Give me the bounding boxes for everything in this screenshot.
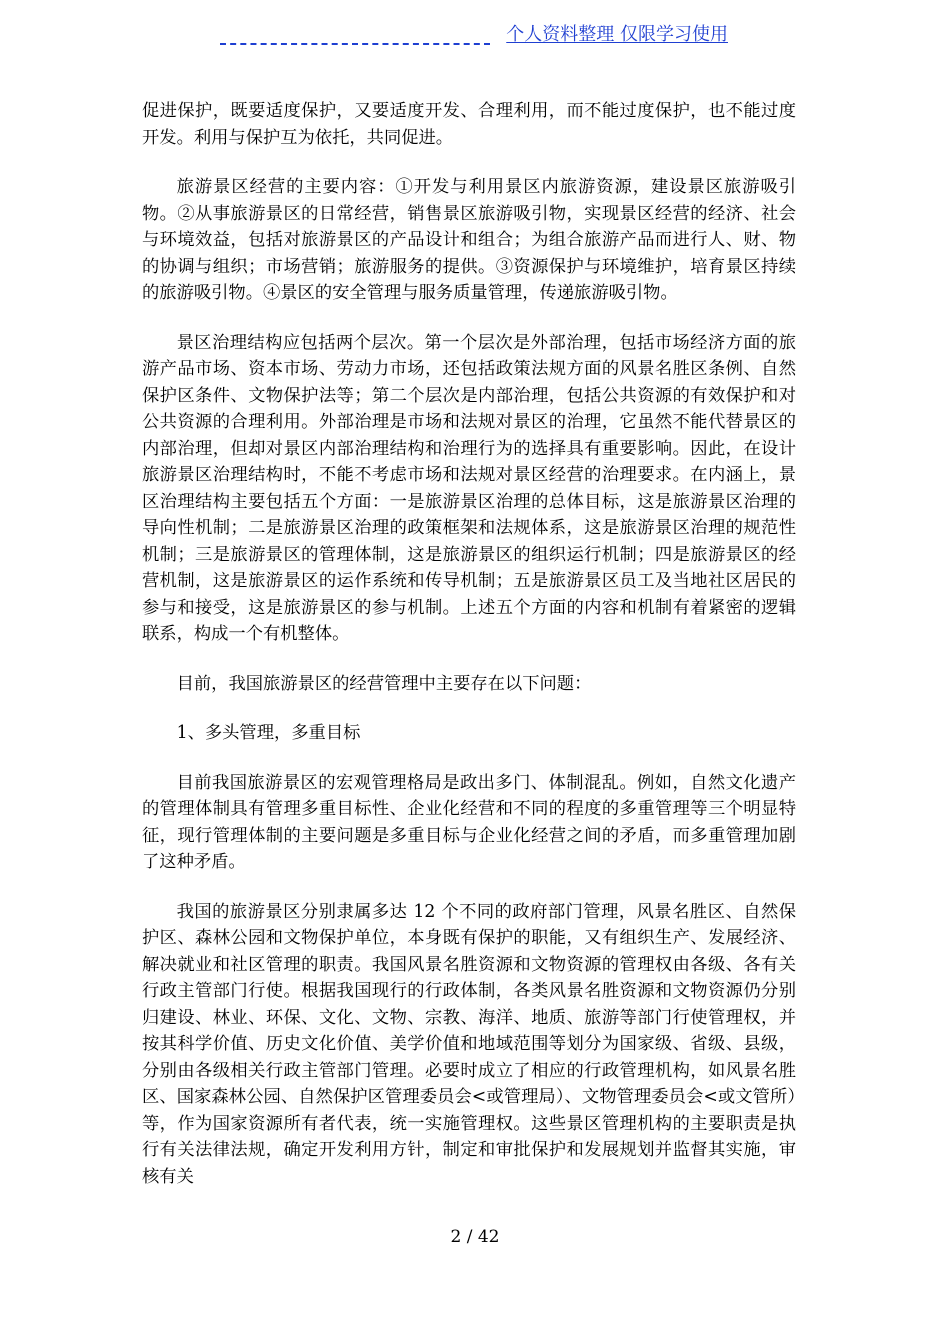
header-dashed-rule [220, 43, 490, 45]
paragraph-departments: 我国的旅游景区分别隶属多达 12 个不同的政府部门管理，风景名胜区、自然保护区、森林公园和文物保护单位，本身既有保护的职能，又有组织生产、发展经济、解决就业和社区管理的职责。我国风景名胜资源和文物资源的管理权由各级、各有关行政主管部门行使。根据我国现行的行政体制，各类风景名胜资源和文物资源仍分别归建设、林业、环保、文化、文物、宗教、海洋、地质、旅游等部门行使管理权，并按其科学价值、历史文化价值、美学价值和地域范围等划分为国家级、省级、县级，分别由各级相关行政主管部门管理。必要时成立了相应的行政管理机构，如风景名胜区、国家森林公园、自然保护区管理委员会<或管理局）、文物管理委员会<或文管所）等，作为国家资源所有者代表，统一实施管理权。这些景区管理机构的主要职责是执行有关法律法规，确定开发利用方针，制定和审批保护和发展规划并监督其实施，审核有关 [142, 901, 796, 1187]
paragraph-governance-structure: 景区治理结构应包括两个层次。第一个层次是外部治理，包括市场经济方面的旅游产品市场、资本市场、劳动力市场，还包括政策法规方面的风景名胜区条例、自然保护区条件、文物保护法等；第二个层次是内部治理，包括公共资源的有效保护和对公共资源的合理利用。外部治理是市场和法规对景区的治理，它虽然不能代替景区的内部治理，但却对景区内部治理结构和治理行为的选择具有重要影响。因此，在设计旅游景区治理结构时，不能不考虑市场和法规对景区经营的治理要求。在内涵上，景区治理结构主要包括五个方面：一是旅游景区治理的总体目标，这是旅游景区治理的导向性机制；二是旅游景区治理的政策框架和法规体系，这是旅游景区治理的规范性机制；三是旅游景区的管理体制，这是旅游景区的组织运行机制；四是旅游景区的经营机制，这是旅游景区的运作系统和传导机制；五是旅游景区员工及当地社区居民的参与和接受，这是旅游景区的参与机制。上述五个方面的内容和机制有着紧密的逻辑联系，构成一个有机整体。 [142, 332, 796, 644]
section-heading-multiple-management: 1、多头管理，多重目标 [176, 723, 361, 743]
page-number: 2 / 42 [450, 1227, 500, 1247]
paragraph-continuation: 促进保护，既要适度保护，又要适度开发、合理利用，而不能过度保护，也不能过度开发。利用与保护互为依托，共同促进。 [142, 101, 796, 148]
paragraph-problems-intro: 目前，我国旅游景区的经营管理中主要存在以下问题： [176, 673, 592, 694]
document-body [142, 98, 796, 1190]
paragraph-operation-content: 旅游景区经营的主要内容：①开发与利用景区内旅游资源，建设景区旅游吸引物。②从事旅游景区的日常经营，销售景区旅游吸引物，实现景区经营的经济、社会与环境效益，包括对旅游景区的产品设计和组合；为组合旅游产品而进行人、财、物的协调与组织；市场营销；旅游服务的提供。③资源保护与环境维护，培育景区持续的旅游吸引物。④景区的安全管理与服务质量管理，传递旅游吸引物。 [142, 177, 796, 303]
paragraph-macro-management: 目前我国旅游景区的宏观管理格局是政出多门、体制混乱。例如，自然文化遗产的管理体制具有管理多重目标性、企业化经营和不同的程度的多重管理等三个明显特征，现行管理体制的主要问题是多重目标与企业化经营之间的矛盾，而多重管理加剧了这种矛盾。 [142, 772, 796, 872]
page-header [220, 22, 730, 50]
header-note: 个人资料整理 仅限学习使用 [506, 24, 728, 45]
